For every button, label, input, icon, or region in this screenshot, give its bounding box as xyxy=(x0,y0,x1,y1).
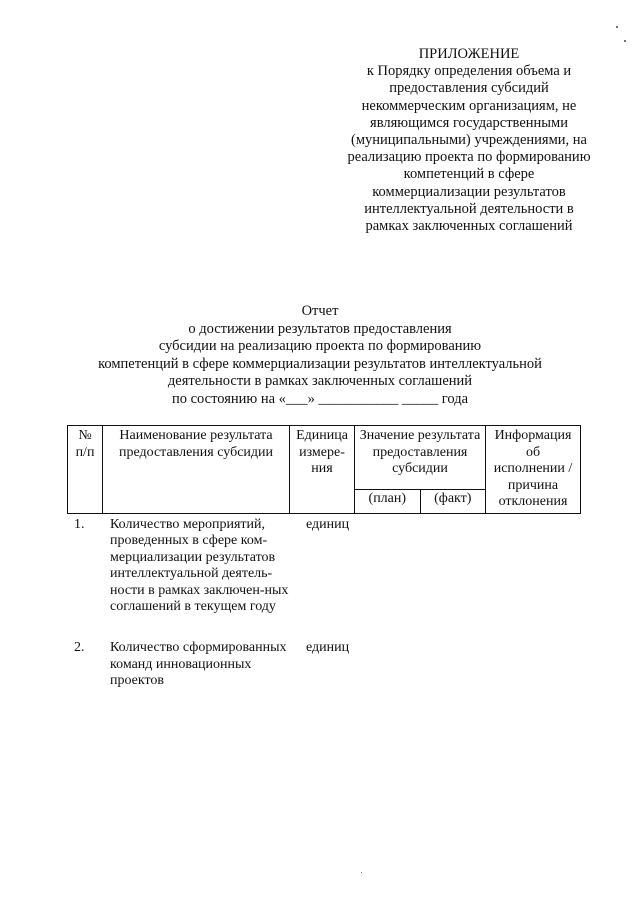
appendix-line: коммерциализации результатов xyxy=(372,183,566,200)
report-heading-line: компетенций в сфере коммерциализации результатов интеллектуальной xyxy=(98,355,542,372)
report-heading-line: о достижении результатов предоставления xyxy=(188,320,452,337)
row-num: 2. xyxy=(74,640,85,656)
report-heading-line: деятельности в рамках заключенных соглашений xyxy=(167,373,473,390)
header-name: Наименование результата предоставления субсидии xyxy=(103,426,290,514)
scan-speck xyxy=(361,872,362,873)
report-title: Отчет xyxy=(301,303,339,319)
scan-speck xyxy=(616,26,618,28)
header-info: Информация об исполнении / причина отклонения xyxy=(486,426,581,514)
appendix-title: ПРИЛОЖЕНИЕ xyxy=(418,46,520,62)
appendix-line: к Порядку определения объема и xyxy=(366,63,572,80)
row-unit: единиц xyxy=(306,517,350,532)
appendix-line: реализацию проекта по формированию xyxy=(347,149,591,166)
header-fact: (факт) xyxy=(420,490,485,513)
appendix-line: рамках заключенных соглашений xyxy=(365,218,573,235)
table-header-row xyxy=(68,426,581,490)
row-unit: единиц xyxy=(306,640,350,656)
appendix-line: являющимся государственными xyxy=(370,114,568,131)
appendix-block xyxy=(338,46,600,235)
appendix-line: компетенций в сфере xyxy=(403,166,535,183)
header-num: № п/п xyxy=(68,426,103,514)
row-name: Количество мероприятий, проведенных в сфере ком-мерциализации результатов интеллектуальной деятель-ности в рамках заключен-ных соглашений в текущем году xyxy=(110,517,289,615)
header-plan: (план) xyxy=(355,490,421,513)
table-row xyxy=(67,517,581,615)
report-date-line: по состоянию на «___» ___________ _____ года xyxy=(171,390,469,407)
report-heading-line: субсидии на реализацию проекта по формированию xyxy=(158,338,482,355)
table-body xyxy=(67,517,581,715)
appendix-line: некоммерческим организациям, не xyxy=(361,97,577,114)
row-num: 1. xyxy=(74,517,85,532)
row-name: Количество сформированных команд инновационных проектов xyxy=(110,640,287,689)
table-row xyxy=(67,640,581,689)
scan-speck xyxy=(624,40,626,42)
header-unit: Единица измере-ния xyxy=(290,426,355,514)
appendix-line: предоставления субсидий xyxy=(389,80,549,97)
header-value: Значение результата предоставления субсидии xyxy=(355,426,486,490)
report-table xyxy=(67,425,581,514)
appendix-line: интеллектуальной деятельности в xyxy=(364,200,574,217)
appendix-line: (муниципальными) учреждениями, на xyxy=(351,132,587,149)
report-heading xyxy=(60,303,580,409)
